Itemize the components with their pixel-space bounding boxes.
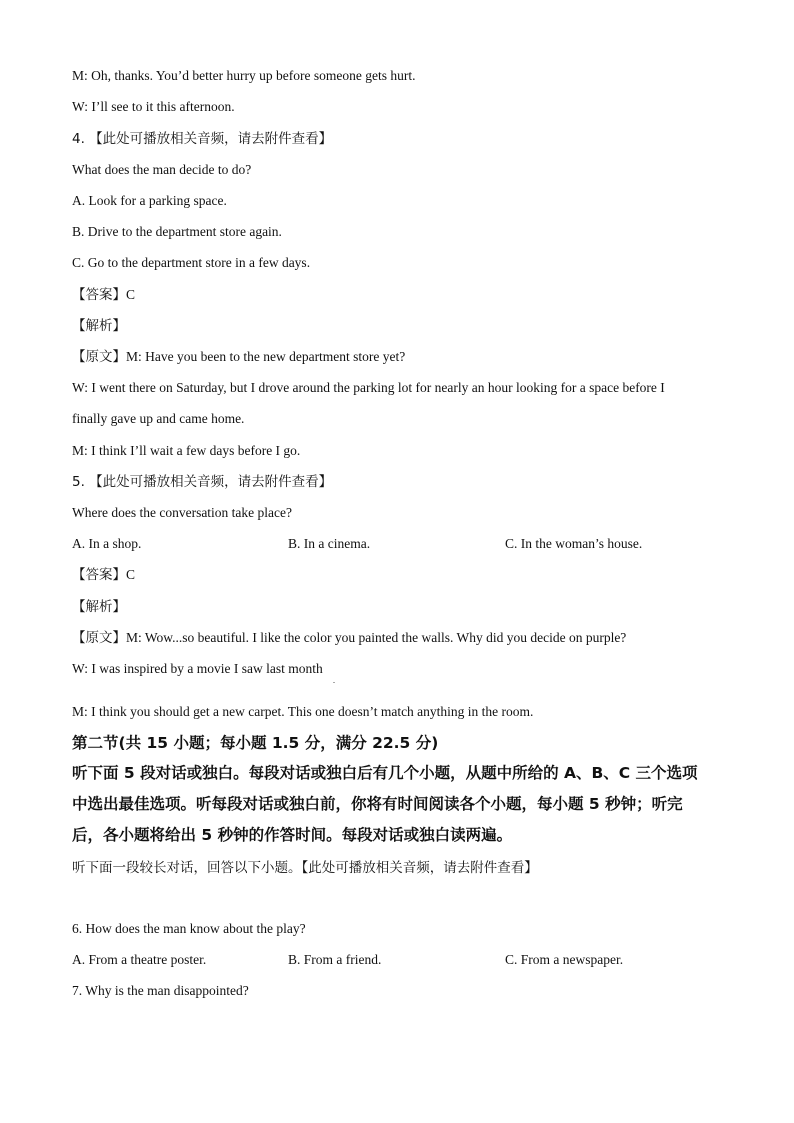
option-c: C. From a newspaper. [505, 952, 624, 967]
option-b: B. Drive to the department store again. [72, 224, 282, 239]
option-c: C. Go to the department store in a few days. [72, 255, 311, 270]
transcript-line: W: I went there on Saturday, but I drove around the parking lot for nearly an hour looking for a space before I [72, 380, 665, 395]
question-text: 6. How does the man know about the play? [72, 921, 306, 936]
question-audio-heading: 4. 【此处可播放相关音频，请去附件查看】 [72, 131, 333, 147]
option-b: B. In a cinema. [288, 536, 371, 551]
question-text: 7. Why is the man disappointed? [72, 983, 249, 998]
option-a: A. In a shop. [72, 536, 142, 551]
section-instructions: 听下面 5 段对话或独白。每段对话或独白后有几个小题，从题中所给的 A、B、C 三个选项 [72, 764, 698, 782]
option-c: C. In the woman’s house. [505, 536, 643, 551]
answer-label: 【答案】C [72, 567, 136, 582]
option-b: B. From a friend. [288, 952, 382, 967]
analysis-label: 【解析】 [72, 318, 126, 334]
section-instructions: 后，各小题将给出 5 秒钟的作答时间。每段对话或独白读两遍。 [72, 826, 513, 844]
analysis-label: 【解析】 [72, 599, 126, 615]
question-text: What does the man decide to do? [72, 162, 252, 177]
dialogue-line: W: I’ll see to it this afternoon. [72, 99, 235, 114]
question-text: Where does the conversation take place? [72, 505, 293, 520]
options-row [72, 951, 624, 969]
transcript-line: M: I think you should get a new carpet. This one doesn’t match anything in the room. [72, 704, 534, 719]
transcript-line: W: I was inspired by a movie I saw last month [72, 661, 323, 676]
dialogue-line: M: Oh, thanks. You’d better hurry up before someone gets hurt. [72, 68, 416, 83]
transcript-line: 【原文】M: Wow...so beautiful. I like the color you painted the walls. Why did you decide on purple? [72, 630, 627, 645]
question-audio-heading: 5. 【此处可播放相关音频，请去附件查看】 [72, 474, 333, 490]
transcript-line: finally gave up and came home. [72, 411, 245, 426]
answer-label: 【答案】C [72, 287, 136, 302]
section-heading: 第二节(共 15 小题；每小题 1.5 分，满分 22.5 分) [72, 734, 439, 752]
section-instructions: 中选出最佳选项。听每段对话或独白前，你将有时间阅读各个小题，每小题 5 秒钟；听完 [72, 795, 683, 813]
option-a: A. Look for a parking space. [72, 193, 227, 208]
stray-mark: . [333, 676, 335, 685]
transcript-line: 【原文】M: Have you been to the new department store yet? [72, 349, 406, 364]
option-a: A. From a theatre poster. [72, 952, 207, 967]
transcript-line: M: I think I’ll wait a few days before I go. [72, 443, 301, 458]
options-row [72, 535, 643, 553]
audio-instruction: 听下面一段较长对话，回答以下小题。【此处可播放相关音频，请去附件查看】 [72, 860, 538, 876]
